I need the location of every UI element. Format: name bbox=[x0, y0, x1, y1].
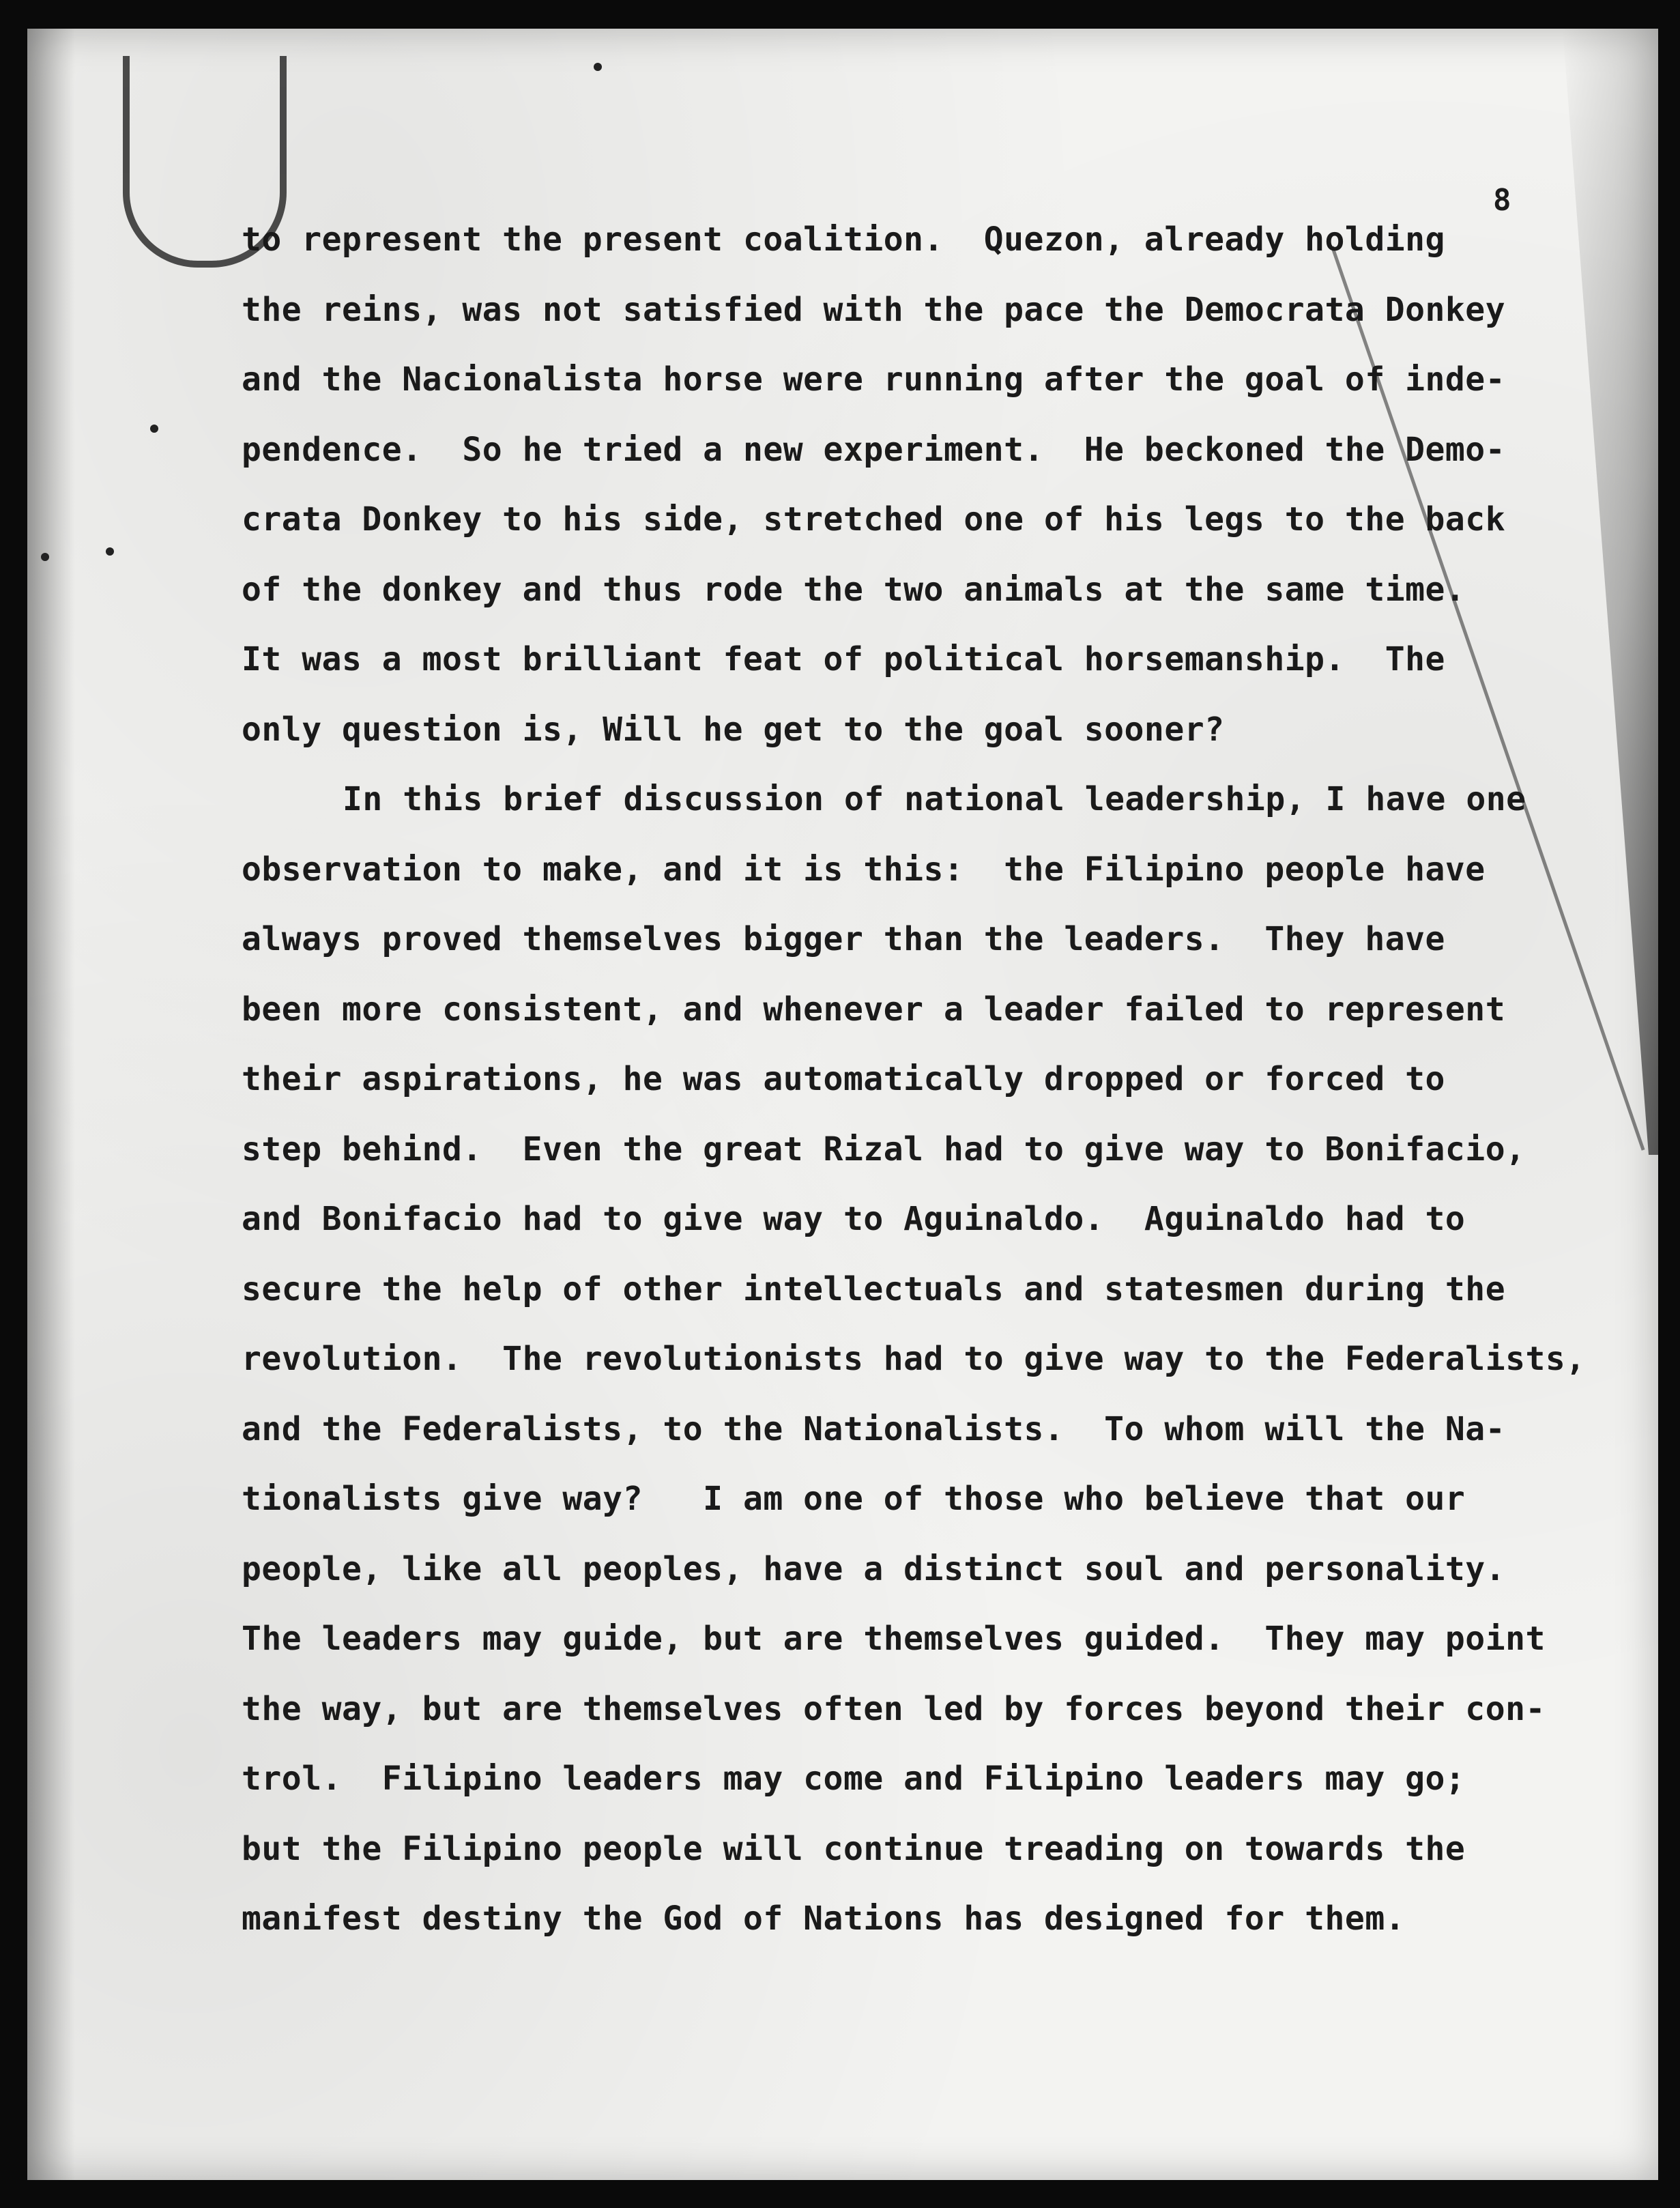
text-line: to represent the present coalition. Quezon, already holding bbox=[242, 220, 1445, 259]
text-line: revolution. The revolutionists had to give way to the Federalists, bbox=[242, 1340, 1586, 1378]
text-line: pendence. So he tried a new experiment. He beckoned the Demo- bbox=[242, 430, 1506, 469]
text-line: only question is, Will he get to the goal sooner? bbox=[242, 710, 1225, 749]
text-line: and the Federalists, to the Nationalists. To whom will the Na- bbox=[242, 1409, 1506, 1448]
paragraph-1 bbox=[242, 205, 1606, 764]
ink-speck bbox=[150, 425, 158, 433]
ink-speck bbox=[106, 547, 114, 556]
text-line: and Bonifacio had to give way to Aguinaldo. Aguinaldo had to bbox=[242, 1200, 1466, 1238]
text-line: but the Filipino people will continue treading on towards the bbox=[242, 1829, 1466, 1868]
text-line: the reins, was not satisfied with the pace the Democrata Donkey bbox=[242, 290, 1506, 329]
text-line: of the donkey and thus rode the two animals at the same time. bbox=[242, 570, 1466, 609]
text-line: the way, but are themselves often led by forces beyond their con- bbox=[242, 1689, 1546, 1728]
paragraph-2 bbox=[242, 764, 1606, 1954]
text-line: step behind. Even the great Rizal had to give way to Bonifacio, bbox=[242, 1130, 1526, 1168]
body-text bbox=[242, 205, 1606, 1954]
text-line: In this brief discussion of national leadership, I have one bbox=[343, 780, 1526, 818]
text-line: always proved themselves bigger than the leaders. They have bbox=[242, 920, 1445, 958]
text-line: The leaders may guide, but are themselves guided. They may point bbox=[242, 1620, 1546, 1658]
page-number: 8 bbox=[1493, 183, 1511, 218]
text-line: secure the help of other intellectuals and statesmen during the bbox=[242, 1270, 1506, 1308]
text-line: their aspirations, he was automatically dropped or forced to bbox=[242, 1060, 1445, 1098]
text-line: and the Nacionalista horse were running after the goal of inde- bbox=[242, 360, 1506, 399]
page-edge-shadow-left bbox=[27, 29, 75, 2180]
text-line: manifest destiny the God of Nations has designed for them. bbox=[242, 1899, 1406, 1938]
text-line: It was a most brilliant feat of political horsemanship. The bbox=[242, 640, 1445, 678]
text-line: been more consistent, and whenever a leader failed to represent bbox=[242, 990, 1506, 1029]
ink-speck bbox=[41, 553, 49, 561]
text-line: crata Donkey to his side, stretched one of his legs to the back bbox=[242, 500, 1506, 539]
text-line: people, like all peoples, have a distinct soul and personality. bbox=[242, 1549, 1506, 1588]
text-line: trol. Filipino leaders may come and Filipino leaders may go; bbox=[242, 1760, 1466, 1798]
ink-speck bbox=[594, 63, 602, 71]
text-line: tionalists give way? I am one of those who believe that our bbox=[242, 1480, 1466, 1518]
text-line: observation to make, and it is this: the Filipino people have bbox=[242, 850, 1486, 889]
